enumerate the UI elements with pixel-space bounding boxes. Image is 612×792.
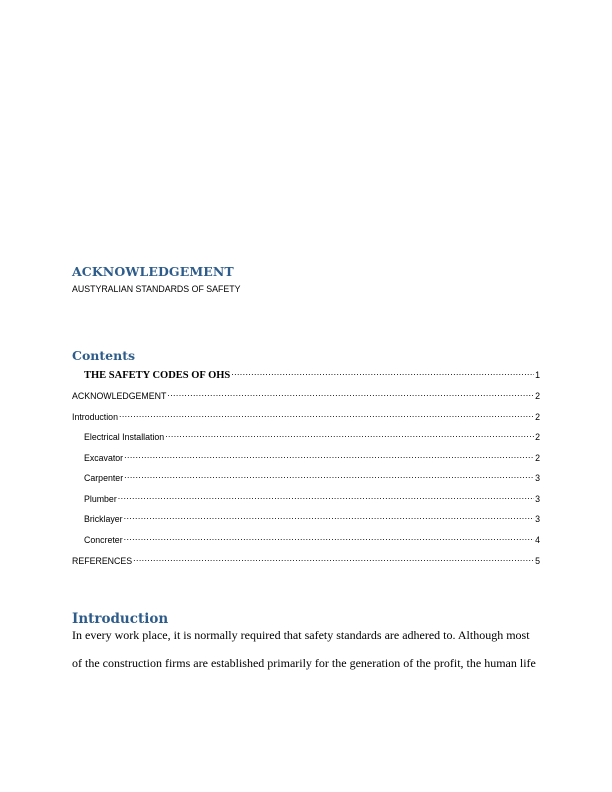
toc-entry-label: Electrical Installation [84,432,165,442]
toc-page-number: 2 [535,453,540,463]
toc-leader [133,553,534,564]
introduction-line: In every work place, it is normally required that safety standards are adhered to. Although most [72,628,530,642]
toc-entry-label: Carpenter [84,473,124,483]
toc-entry-carpenter[interactable] [84,470,540,484]
toc-entry-safety-codes[interactable] [84,367,540,381]
toc-entry-introduction[interactable] [72,409,540,423]
toc-entry-excavator[interactable] [84,450,540,464]
toc-entry-references[interactable] [72,553,540,567]
toc-leader [167,388,534,399]
toc-page-number: 1 [535,370,540,380]
toc-leader [165,429,534,440]
toc-page-number: 5 [535,556,540,566]
toc-leader [119,409,534,420]
toc-entry-label: Introduction [72,412,118,422]
toc-page-number: 3 [535,514,540,524]
toc-entry-label: ACKNOWLEDGEMENT [72,391,167,401]
toc-page-number: 3 [535,494,540,504]
toc-leader [231,367,534,378]
toc-leader [124,511,534,522]
toc-entry-label: THE SAFETY CODES OF OHS [84,370,231,381]
toc-entry-label: Plumber [84,494,117,504]
toc-entry-concreter[interactable] [84,532,540,546]
introduction-heading: Introduction [72,611,169,627]
toc-page-number: 2 [535,391,540,401]
toc-page-number: 2 [535,412,540,422]
acknowledgement-heading: ACKNOWLEDGEMENT [72,264,234,279]
toc-entry-electrical-installation[interactable] [84,429,540,443]
toc-page-number: 4 [535,535,540,545]
toc-entry-acknowledgement[interactable] [72,388,540,402]
acknowledgement-subtitle: AUSTYRALIAN STANDARDS OF SAFETY [72,284,241,294]
toc-entry-label: REFERENCES [72,556,133,566]
toc-entry-plumber[interactable] [84,491,540,505]
toc-leader [124,532,534,543]
toc-leader [118,491,534,502]
toc-entry-label: Excavator [84,453,124,463]
contents-heading: Contents [72,348,136,363]
toc-entry-bricklayer[interactable] [84,511,540,525]
introduction-line: of the construction firms are established primarily for the generation of the profit, the human life [72,656,536,670]
toc-entry-label: Bricklayer [84,514,123,524]
toc-leader [124,470,534,481]
toc-page-number: 3 [535,473,540,483]
toc-leader [124,450,534,461]
toc-page-number: 2 [535,432,540,442]
toc-entry-label: Concreter [84,535,123,545]
